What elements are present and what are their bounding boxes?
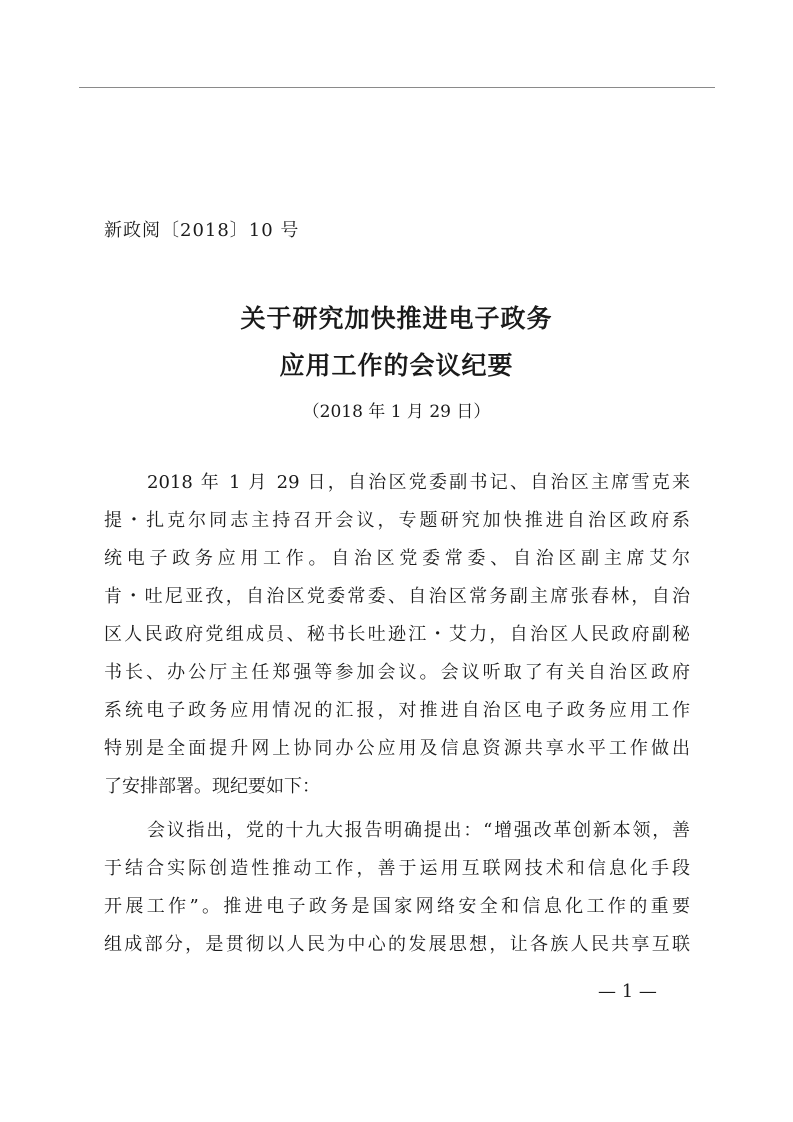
body-line: 区人民政府党组成员、秘书长吐逊江・艾力，自治区人民政府副秘 — [104, 624, 690, 645]
body-line: 会议指出，党的十九大报告明确提出：“增强改革创新本领，善 — [147, 820, 690, 841]
body-line: 书长、办公厅主任郑强等参加会议。会议听取了有关自治区政府 — [104, 662, 690, 683]
body-line: 特别是全面提升网上协同办公应用及信息资源共享水平工作做出 — [104, 738, 690, 759]
document-title-line-1: 关于研究加快推进电子政务 — [240, 304, 553, 333]
body-line: 了安排部署。现纪要如下： — [104, 776, 320, 797]
body-line: 肯・吐尼亚孜，自治区党委常委、自治区常务副主席张春林，自治 — [104, 586, 690, 607]
document-title-line-2: 应用工作的会议纪要 — [279, 351, 514, 380]
document-date: （2018 年 1 月 29 日） — [302, 402, 491, 422]
body-line: 开展工作”。推进电子政务是国家网络安全和信息化工作的重要 — [104, 896, 690, 917]
body-line: 系统电子政务应用情况的汇报，对推进自治区电子政务应用工作 — [104, 700, 690, 721]
header-rule — [79, 87, 715, 88]
body-line: 提・扎克尔同志主持召开会议，专题研究加快推进自治区政府系 — [104, 510, 690, 531]
body-line: 统电子政务应用工作。自治区党委常委、自治区副主席艾尔 — [104, 548, 690, 569]
body-line: 组成部分，是贯彻以人民为中心的发展思想，让各族人民共享互联 — [104, 934, 690, 955]
body-line: 于结合实际创造性推动工作，善于运用互联网技术和信息化手段 — [104, 858, 690, 879]
body-line: 2018 年 1 月 29 日，自治区党委副书记、自治区主席雪克来 — [147, 472, 690, 493]
document-number: 新政阅〔2018〕10 号 — [104, 220, 300, 241]
page-number: — 1 — — [598, 981, 657, 1002]
